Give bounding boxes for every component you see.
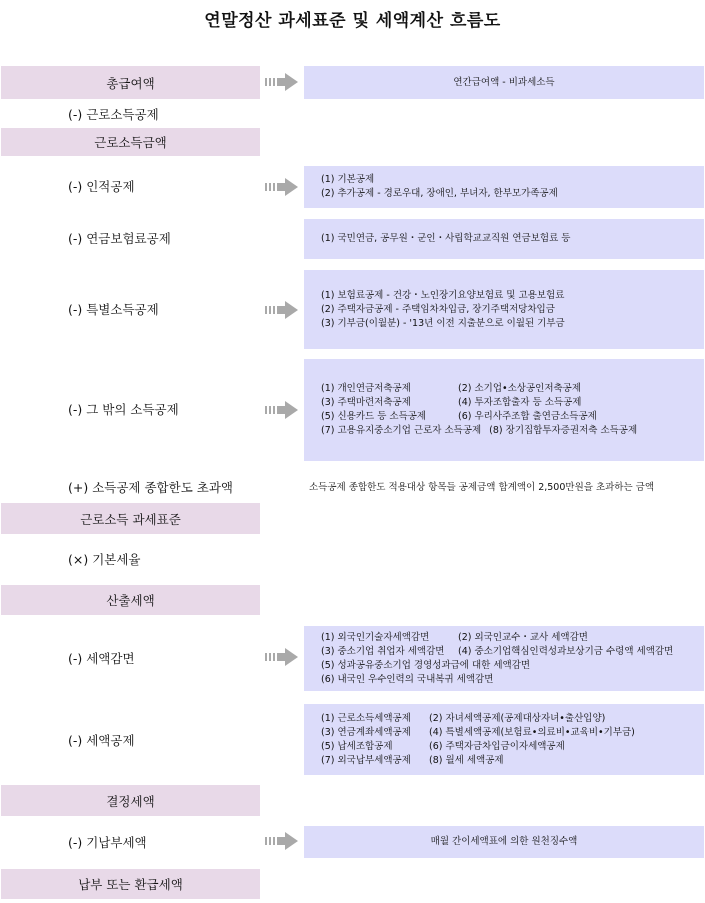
earned-income-label: 근로소득금액 bbox=[94, 135, 167, 150]
pension-detail bbox=[304, 219, 704, 259]
detail-item: (5) 신용카드 등 소득공제 bbox=[321, 411, 427, 422]
final-tax-label: 납부 또는 환급세액 bbox=[78, 877, 183, 892]
total-salary-box bbox=[1, 66, 260, 99]
right-arrow-icon bbox=[265, 72, 299, 92]
detail-line bbox=[321, 726, 694, 740]
op-personal-deduction: (-) 인적공제 bbox=[68, 179, 135, 194]
total-salary-detail-text: 연간급여액 - 비과세소득 bbox=[453, 76, 555, 88]
detail-line: (2) 주택자금공제 - 주택임차차입금, 장기주택저당차입금 bbox=[321, 303, 555, 315]
detail-line: (3) 기부금(이월분) - '13년 이전 지출분으로 이월된 기부금 bbox=[321, 317, 565, 329]
determined-tax-box bbox=[1, 785, 260, 816]
detail-item: (6) 주택자금차입금이자세액공제 bbox=[429, 740, 565, 752]
tax-credit-detail bbox=[304, 704, 704, 775]
right-arrow-icon bbox=[265, 300, 299, 320]
op-basic-rate: (×) 기본세율 bbox=[68, 552, 141, 567]
detail-item: (8) 장기집합투자증권저축 소득공제 bbox=[489, 425, 638, 436]
final-tax-box bbox=[1, 869, 260, 899]
op-limit-excess: (+) 소득공제 종합한도 초과액 bbox=[68, 480, 233, 495]
detail-line: (2) 추가공제 - 경로우대, 장애인, 부녀자, 한부모가족공제 bbox=[321, 188, 558, 199]
detail-line: (1) 기본공제 bbox=[321, 174, 375, 185]
detail-line bbox=[321, 410, 694, 424]
detail-line: (1) 보험료공제 - 건강・노인장기요양보험료 및 고용보험료 bbox=[321, 289, 565, 301]
right-arrow-icon bbox=[265, 400, 299, 420]
detail-item: (3) 중소기업 취업자 세액감면 bbox=[321, 645, 445, 657]
detail-item: (8) 월세 세액공제 bbox=[429, 754, 504, 766]
detail-item: (1) 근로소득세액공제 bbox=[321, 712, 411, 724]
detail-line bbox=[321, 382, 694, 396]
total-salary-detail bbox=[304, 66, 704, 99]
tax-base-box bbox=[1, 503, 260, 534]
detail-line bbox=[321, 424, 694, 438]
detail-line bbox=[321, 645, 700, 659]
tax-reduction-detail bbox=[304, 626, 704, 691]
other-detail bbox=[304, 359, 704, 461]
op-tax-credit: (-) 세액공제 bbox=[68, 733, 135, 748]
detail-line bbox=[321, 712, 694, 726]
op-special-deduction: (-) 특별소득공제 bbox=[68, 302, 159, 317]
calculated-tax-label: 산출세액 bbox=[106, 593, 155, 608]
right-arrow-icon bbox=[265, 177, 299, 197]
detail-item: (4) 투자조합출자 등 소득공제 bbox=[458, 397, 582, 408]
tax-base-label: 근로소득 과세표준 bbox=[80, 511, 181, 527]
op-other-deduction: (-) 그 밖의 소득공제 bbox=[68, 402, 179, 417]
detail-item: (2) 자녀세액공제(공제대상자녀•출산입양) bbox=[429, 712, 606, 724]
prepaid-detail bbox=[304, 826, 704, 858]
detail-item: (7) 고용유지중소기업 근로자 소득공제 bbox=[321, 425, 482, 436]
op-pension-deduction: (-) 연금보험료공제 bbox=[68, 231, 171, 246]
special-detail bbox=[304, 270, 704, 349]
detail-item: (1) 외국인기술자세액감면 bbox=[321, 631, 430, 643]
right-arrow-icon bbox=[265, 647, 299, 667]
op-tax-reduction: (-) 세액감면 bbox=[68, 651, 135, 666]
determined-tax-label: 결정세액 bbox=[106, 793, 155, 809]
detail-item: (2) 외국인교수・교사 세액감면 bbox=[458, 631, 588, 643]
detail-item: (4) 중소기업핵심인력성과보상기금 수령액 세액감면 bbox=[458, 645, 674, 657]
personal-detail bbox=[304, 166, 704, 208]
detail-line: (6) 내국인 우수인력의 국내복귀 세액감면 bbox=[321, 673, 494, 685]
prepaid-detail-text: 매월 간이세액표에 의한 원천징수액 bbox=[430, 836, 578, 847]
op-earned-income-deduction: (-) 근로소득공제 bbox=[68, 107, 159, 122]
detail-line bbox=[321, 754, 694, 768]
op-prepaid-tax: (-) 기납부세액 bbox=[68, 835, 147, 850]
detail-item: (5) 납세조합공제 bbox=[321, 740, 393, 752]
calculated-tax-box bbox=[1, 585, 260, 615]
page-title: 연말정산 과세표준 및 세액계산 흐름도 bbox=[204, 11, 501, 31]
detail-item: (1) 개인연금저축공제 bbox=[321, 383, 411, 394]
limit-excess-note: 소득공제 종합한도 적용대상 항목들 공제금액 합계액이 2,500만원을 초과하는 금액 bbox=[309, 482, 655, 493]
detail-item: (6) 우리사주조합 출연금소득공제 bbox=[458, 411, 597, 422]
detail-item: (7) 외국납부세액공제 bbox=[321, 754, 411, 766]
right-arrow-icon bbox=[265, 831, 299, 851]
detail-line: (1) 국민연금, 공무원・군인・사립학교교직원 연금보험료 등 bbox=[321, 233, 571, 244]
detail-line bbox=[321, 396, 694, 410]
detail-line bbox=[321, 631, 700, 645]
detail-line bbox=[321, 740, 694, 754]
total-salary-label: 총급여액 bbox=[106, 75, 155, 91]
detail-item: (3) 연금계좌세액공제 bbox=[321, 726, 411, 738]
detail-line: (5) 성과공유중소기업 경영성과급에 대한 세액감면 bbox=[321, 659, 531, 671]
detail-item: (2) 소기업•소상공인저축공제 bbox=[458, 383, 582, 394]
detail-item: (3) 주택마련저축공제 bbox=[321, 397, 411, 408]
detail-item: (4) 특별세액공제(보험료•의료비•교육비•기부금) bbox=[429, 726, 635, 738]
earned-income-box bbox=[1, 128, 260, 156]
